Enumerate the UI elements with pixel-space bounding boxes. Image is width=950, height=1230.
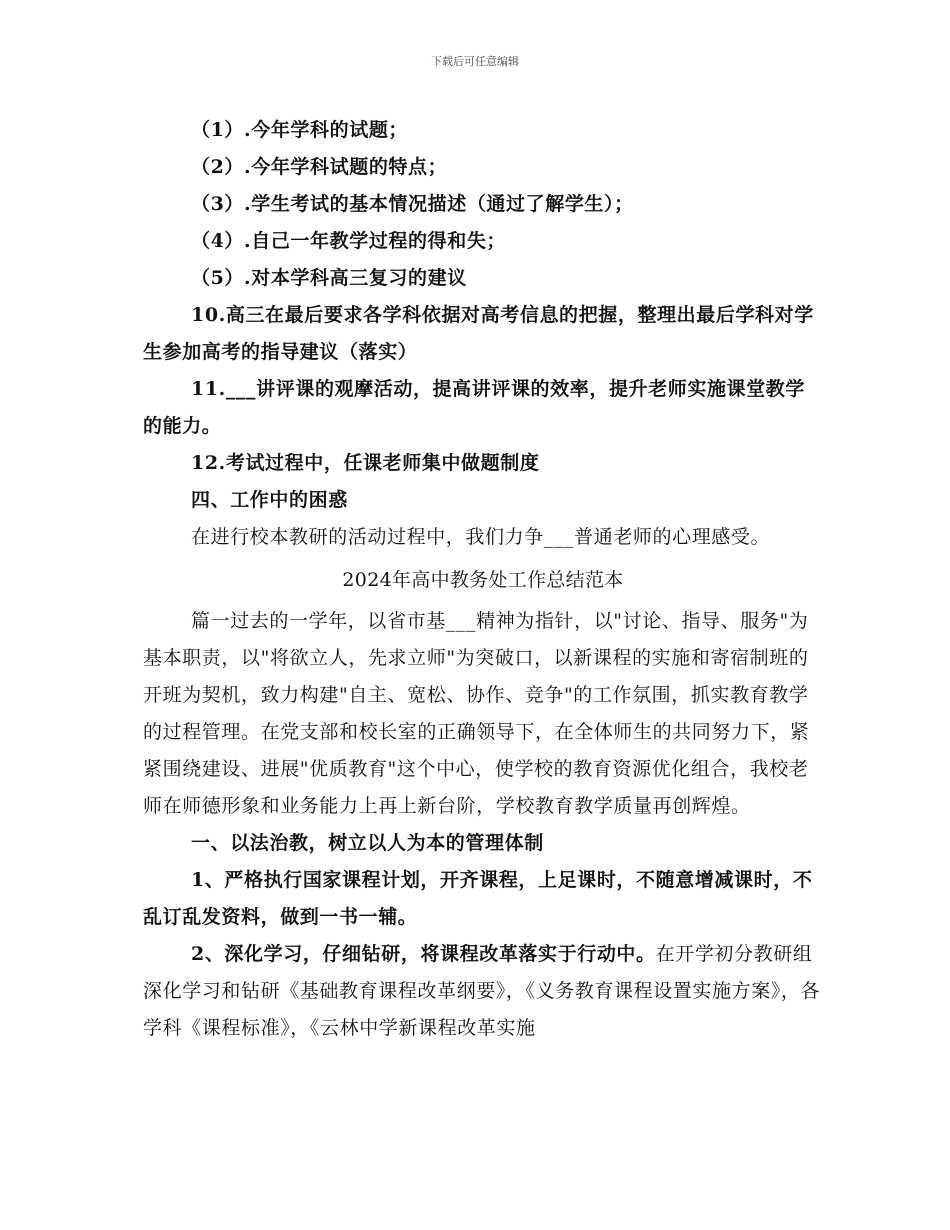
item-11: 11.___讲评课的观摩活动，提高讲评课的效率，提升老师实施课堂教学的能力。 [143, 378, 805, 437]
list-item-3: （3）.学生考试的基本情况描述（通过了解学生）； [191, 193, 634, 215]
point-2-lead: 2、深化学习，仔细钻研，将课程改革落实于行动中。 [191, 943, 656, 965]
intro-paragraph: 篇一过去的一学年，以省市基___精神为指针，以"讨论、指导、服务"为基本职责，以"将欲立人，先求立师"为突破口，以新课程的实施和寄宿制班的开班为契机，致力构建"自主、宽松、协作、竞争"的工作氛围，抓实教育教学的过程管理。在党支部和校长室的正确领导下，在全体师生的共同努力下，紧紧围绕建设、进展"优质教育"这个中心，使学校的教育资源优化组合，我校老师在师德形象和业务能力上再上新台阶，学校教育教学质量再创辉煌。 [143, 610, 810, 817]
point-1: 1、严格执行国家课程计划，开齐课程，上足课时，不随意增减课时，不乱订乱发资料，做到一书一辅。 [143, 869, 813, 928]
point-2-text: 在开学初分教研组深化学习和钻研《基础教育课程改革纲要》，《义务教育课程设置实施方案》，各学科《课程标准》，《云林中学新课程改革实施 [143, 943, 821, 1039]
list-item-1: （1）.今年学科的试题； [191, 119, 409, 141]
document-body [143, 112, 823, 1047]
item-10: 10.高三在最后要求各学科依据对高考信息的把握，整理出最后学科对学生参加高考的指导建议（落实） [143, 304, 814, 363]
heading-one: 一、以法治教，树立以人为本的管理体制 [191, 832, 544, 854]
page-header: 下载后可任意编辑 [431, 55, 519, 68]
heading-four: 四、工作中的困惑 [191, 489, 348, 511]
item-12: 12.考试过程中，任课老师集中做题制度 [191, 452, 540, 474]
paragraph-puzzle: 在进行校本教研的活动过程中，我们力争___普通老师的心理感受。 [191, 526, 771, 548]
list-item-2: （2）.今年学科试题的特点； [191, 156, 448, 178]
section-title: 2024年高中教务处工作总结范本 [342, 569, 624, 591]
list-item-4: （4）.自己一年教学过程的得和失； [191, 230, 507, 252]
point-2 [143, 936, 823, 1047]
list-item-5: （5）.对本学科高三复习的建议 [191, 267, 467, 289]
